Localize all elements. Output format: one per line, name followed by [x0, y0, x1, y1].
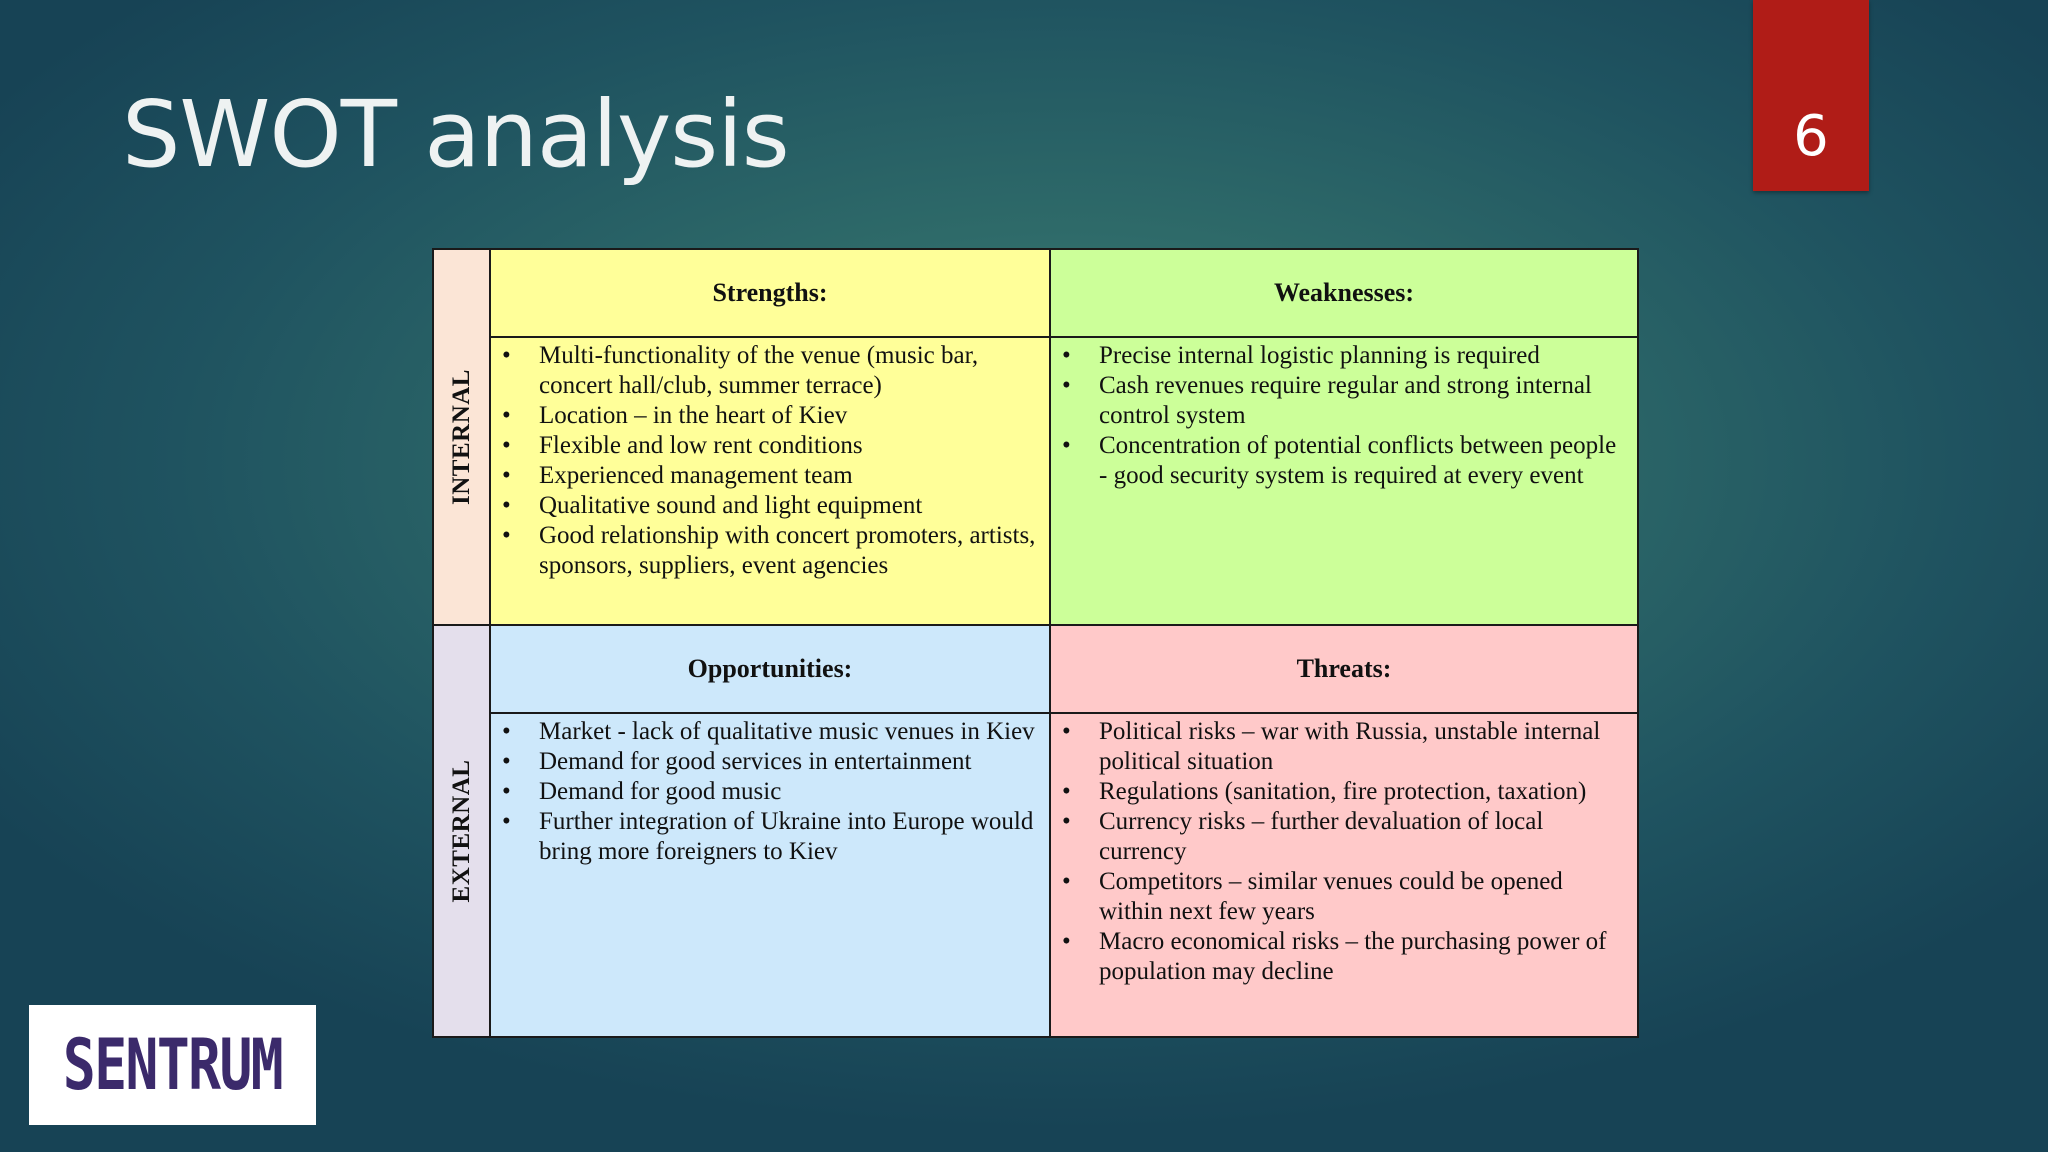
internal-side-cell [433, 249, 490, 625]
weaknesses-item: • Concentration of potential conflicts between people - good security system is required at every event [1099, 431, 1627, 491]
threats-item: • Currency risks – further devaluation of local currency [1099, 807, 1627, 867]
weaknesses-list [1051, 338, 1637, 491]
strengths-heading: Strengths: [490, 249, 1050, 337]
opportunities-item: • Market - lack of qualitative music venues in Kiev [539, 717, 1039, 747]
threats-list [1051, 714, 1637, 987]
threats-item: • Regulations (sanitation, fire protection, taxation) [1099, 777, 1627, 807]
strengths-item: • Multi-functionality of the venue (music bar, concert hall/club, summer terrace) [539, 341, 1039, 401]
opportunities-heading: Opportunities: [490, 625, 1050, 713]
slide-title: SWOT analysis [122, 81, 789, 188]
threats-item: • Macro economical risks – the purchasing power of population may decline [1099, 927, 1627, 987]
threats-heading: Threats: [1050, 625, 1638, 713]
strengths-item: • Location – in the heart of Kiev [539, 401, 1039, 431]
opportunities-item: • Further integration of Ukraine into Europe would bring more foreigners to Kiev [539, 807, 1039, 867]
opportunities-list [491, 714, 1049, 867]
strengths-item: • Experienced management team [539, 461, 1039, 491]
internal-heading-row [433, 249, 1638, 337]
internal-label: INTERNAL [447, 369, 475, 506]
logo-text: SENTRUM [62, 1024, 283, 1106]
threats-item: • Competitors – similar venues could be opened within next few years [1099, 867, 1627, 927]
sentrum-logo [29, 1005, 316, 1125]
page-number: 6 [1793, 104, 1829, 169]
opportunities-item: • Demand for good services in entertainment [539, 747, 1039, 777]
external-side-cell [433, 625, 490, 1037]
threats-cell [1050, 713, 1638, 1037]
swot-table [432, 248, 1639, 1038]
page-number-badge [1753, 0, 1869, 191]
weaknesses-heading: Weaknesses: [1050, 249, 1638, 337]
strengths-item: • Flexible and low rent conditions [539, 431, 1039, 461]
external-content-row [433, 713, 1638, 1037]
weaknesses-item: • Cash revenues require regular and strong internal control system [1099, 371, 1627, 431]
weaknesses-item: • Precise internal logistic planning is required [1099, 341, 1627, 371]
threats-item: • Political risks – war with Russia, unstable internal political situation [1099, 717, 1627, 777]
external-label: EXTERNAL [447, 759, 475, 903]
opportunities-item: • Demand for good music [539, 777, 1039, 807]
strengths-item: • Good relationship with concert promoters, artists, sponsors, suppliers, event agencies [539, 521, 1039, 581]
strengths-cell [490, 337, 1050, 625]
external-heading-row [433, 625, 1638, 713]
strengths-item: • Qualitative sound and light equipment [539, 491, 1039, 521]
strengths-list [491, 338, 1049, 581]
weaknesses-cell [1050, 337, 1638, 625]
internal-content-row [433, 337, 1638, 625]
opportunities-cell [490, 713, 1050, 1037]
